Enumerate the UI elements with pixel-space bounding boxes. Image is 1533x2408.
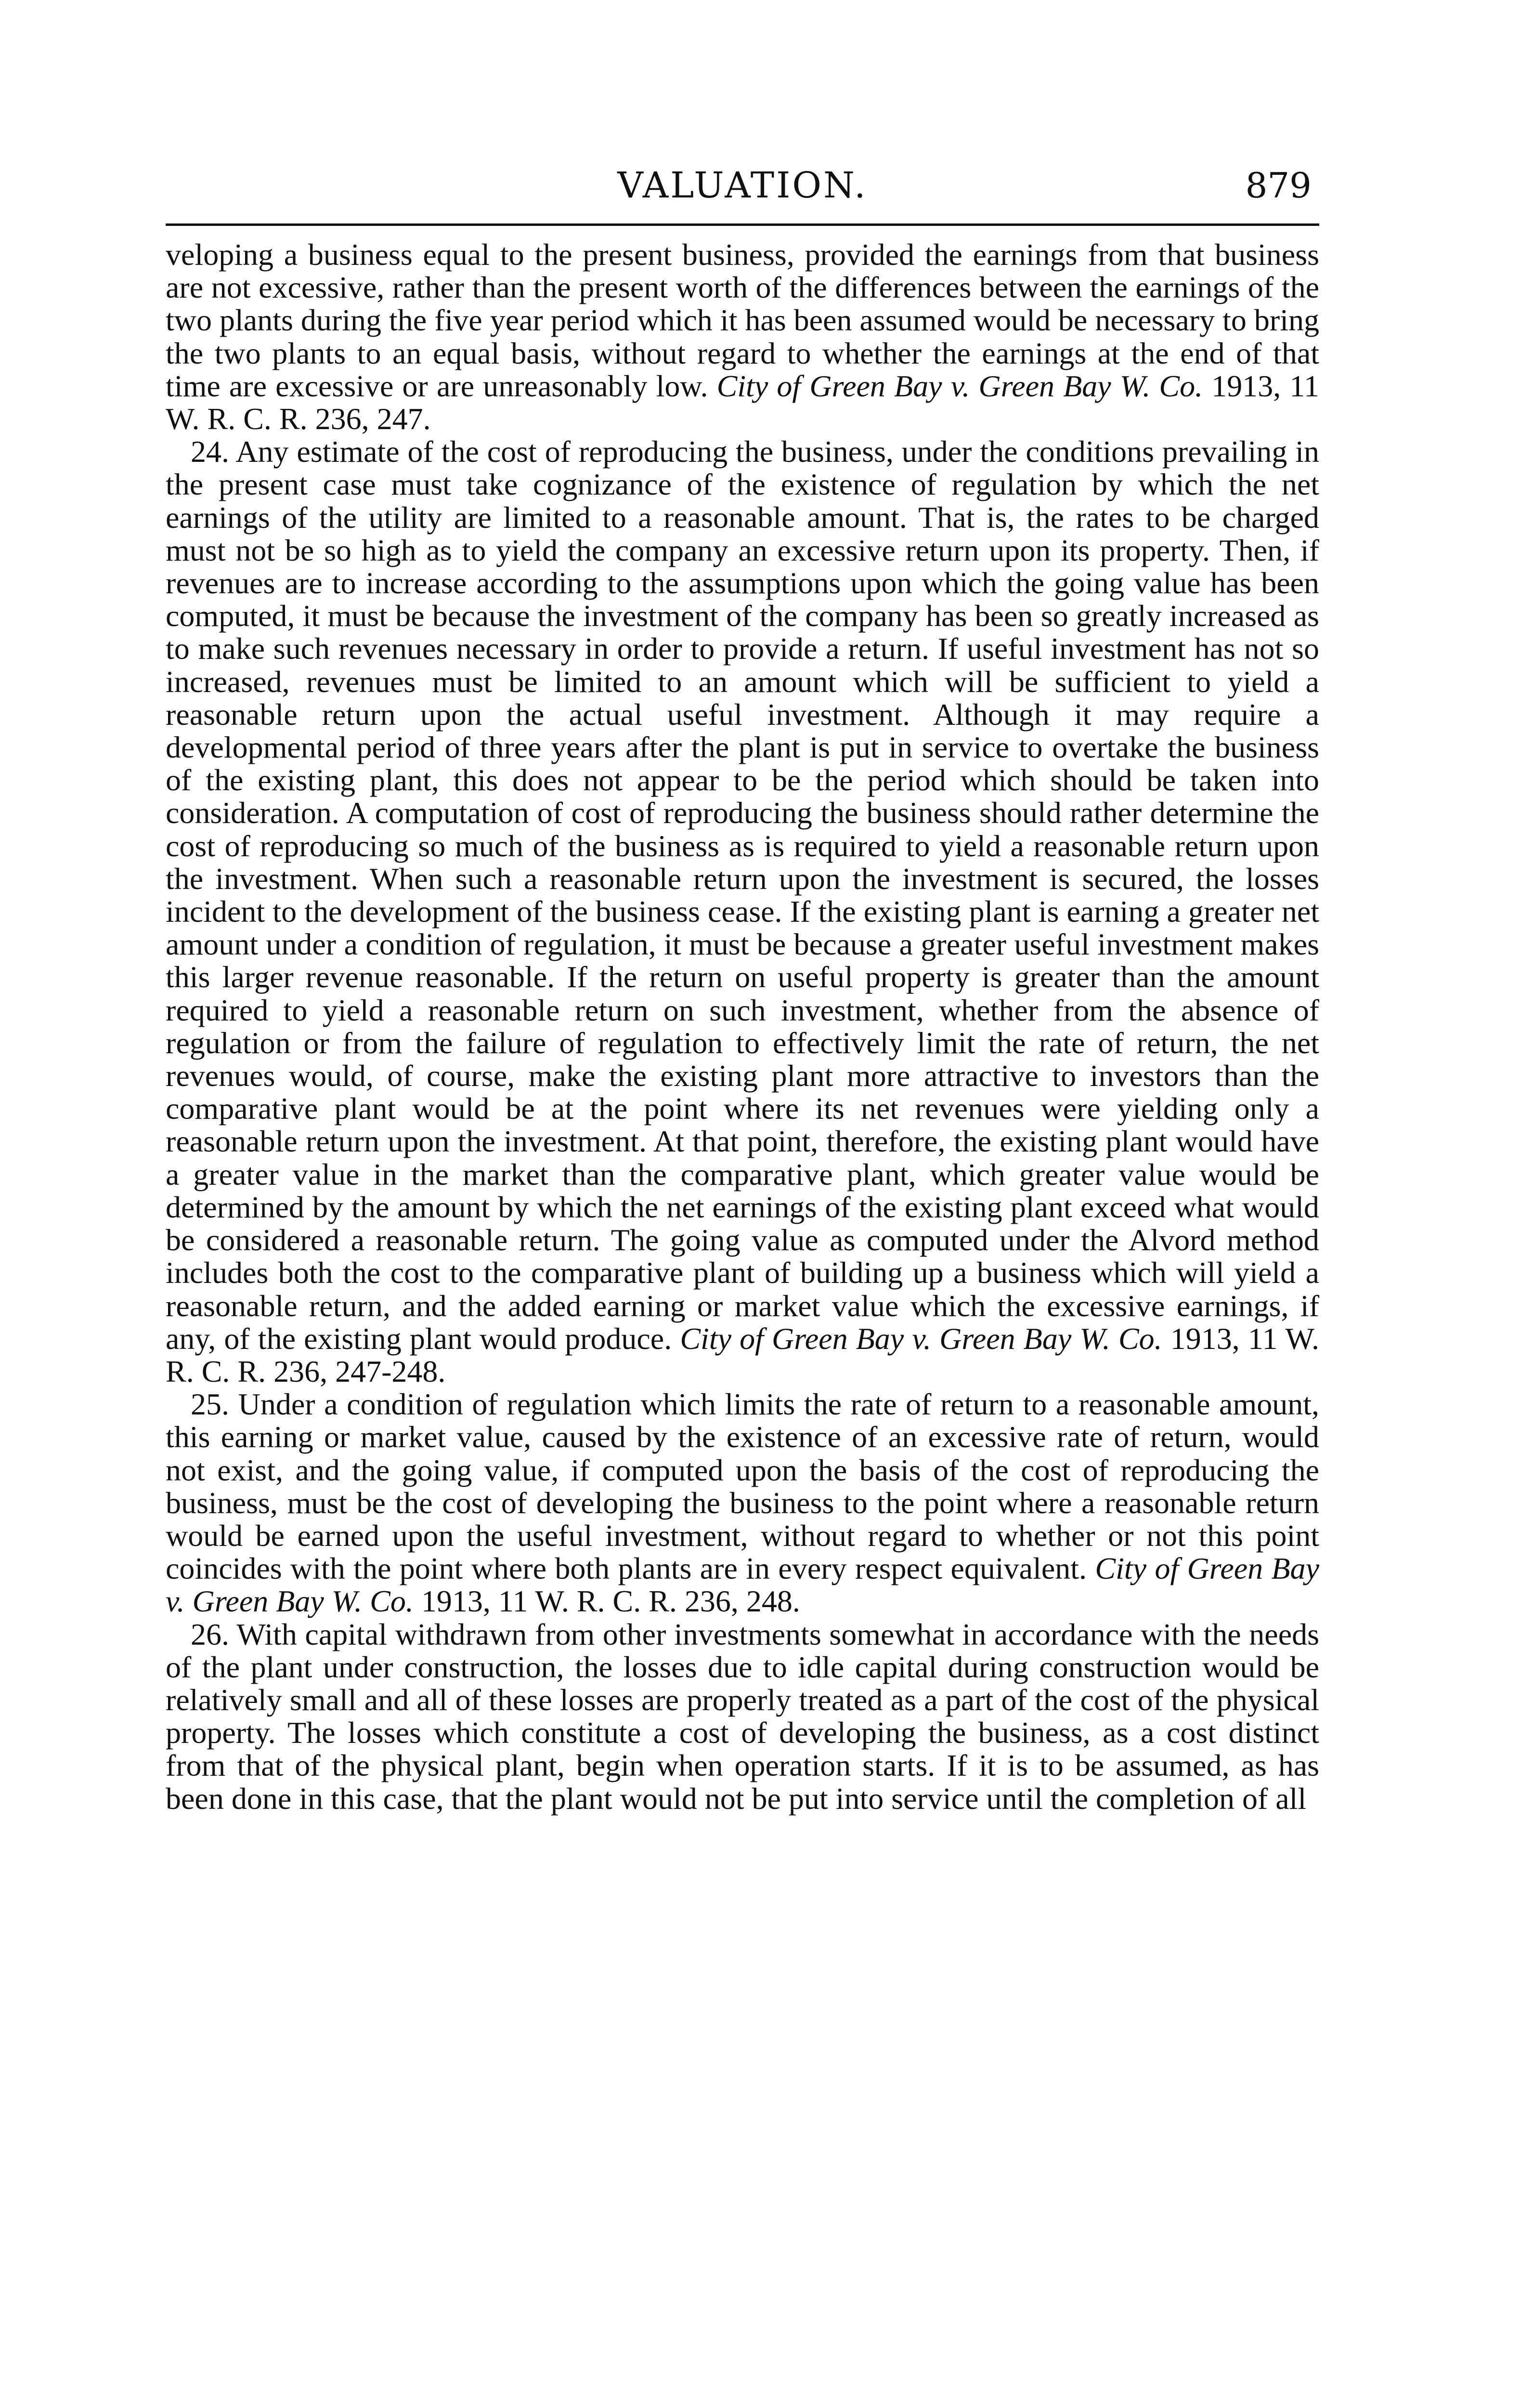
body-text xyxy=(166,238,1319,1815)
citation-reference: 1913, 11 W. R. C. R. 236, 247. xyxy=(166,368,1320,436)
paragraph-25 xyxy=(166,1388,1319,1618)
paragraph-text: 25. Under a condition of regulation which limits the rate of return to a reasonable amount, this earning or market value, caused by the existence of an excessive rate of return, would not exist, and the going value, if computed upon the basis of the cost of reproducing the business, must be the cost of developing the business to the point where a reasonable return would be earned upon the useful investment, without regard to whether or not this point coincides with the point where both plants are in every respect equivalent. xyxy=(166,1387,1319,1586)
paragraph-text: veloping a business equal to the present business, provided the earnings from that business are not excessive, rather than the present worth of the differences between the earnings of the two plants during the five year period which it has been assumed would be necessary to bring the two plants to an equal basis, without regard to whether the earnings at the end of that time are excessive or are unreasonably low. xyxy=(166,237,1319,403)
page-number: 879 xyxy=(1245,165,1312,206)
header-rule xyxy=(166,223,1319,226)
case-citation: City of Green Bay v. Green Bay W. Co. xyxy=(680,1321,1162,1356)
running-title: VALUATION. xyxy=(617,165,868,206)
paragraph-24 xyxy=(166,435,1319,1388)
book-page xyxy=(166,164,1319,1815)
citation-reference: 1913, 11 W. R. C. R. 236, 247-248. xyxy=(166,1321,1320,1388)
paragraph-26 xyxy=(166,1618,1319,1815)
running-head xyxy=(166,164,1319,222)
paragraph-text: 26. With capital withdrawn from other investments somewhat in accordance with the needs of the plant under construction, the losses due to idle capital during construction would be relatively small and all of these losses are properly treated as a part of the cost of the physical property. The losses which constitute a cost of developing the business, as a cost distinct from that of the physical plant, begin when operation starts. If it is to be assumed, as has been done in this case, that the plant would not be put into service until the completion of all xyxy=(166,1617,1319,1816)
citation-reference: 1913, 11 W. R. C. R. 236, 248. xyxy=(421,1584,800,1619)
case-citation: City of Green Bay v. Green Bay W. Co. xyxy=(166,1551,1320,1619)
paragraph-continuation xyxy=(166,238,1319,435)
paragraph-text: 24. Any estimate of the cost of reproducing the business, under the conditions prevailing in the present case must take cognizance of the existence of regulation by which the net earnings of the utility are limited to a reasonable amount. That is, the rates to be charged must not be so high as to yield the company an excessive return upon its property. Then, if revenues are to increase according to the assumptions upon which the going value has been computed, it must be because the investment of the company has been so greatly increased as to make such revenues necessary in order to provide a return. If useful investment has not so increased, revenues must be limited to an amount which will be sufficient to yield a reasonable return upon the actual useful investment. Although it may require a developmental period of three years after the plant is put in service to overtake the business of the existing plant, this does not appear to be the period which should be taken into consideration. A computation of cost of reproducing the business should rather determine the cost of reproducing so much of the business as is required to yield a reasonable return upon the investment. When such a reasonable return upon the investment is secured, the losses incident to the development of the business cease. If the existing plant is earning a greater net amount under a condition of regulation, it must be because a greater useful investment makes this larger revenue reasonable. If the return on useful property is greater than the amount required to yield a reasonable return on such investment, whether from the absence of regulation or from the failure of regulation to effectively limit the rate of return, the net revenues would, of course, make the existing plant more attractive to investors than the comparative plant would be at the point where its net revenues were yielding only a reasonable return upon the investment. At that point, therefore, the existing plant would have a greater value in the market than the comparative plant, which greater value would be determined by the amount by which the net earnings of the existing plant exceed what would be considered a reasonable return. The going value as computed under the Alvord method includes both the cost to the comparative plant of building up a business which will yield a reasonable return, and the added earning or market value which the excessive earnings, if any, of the existing plant would produce. xyxy=(166,434,1319,1356)
case-citation: City of Green Bay v. Green Bay W. Co. xyxy=(716,368,1203,403)
